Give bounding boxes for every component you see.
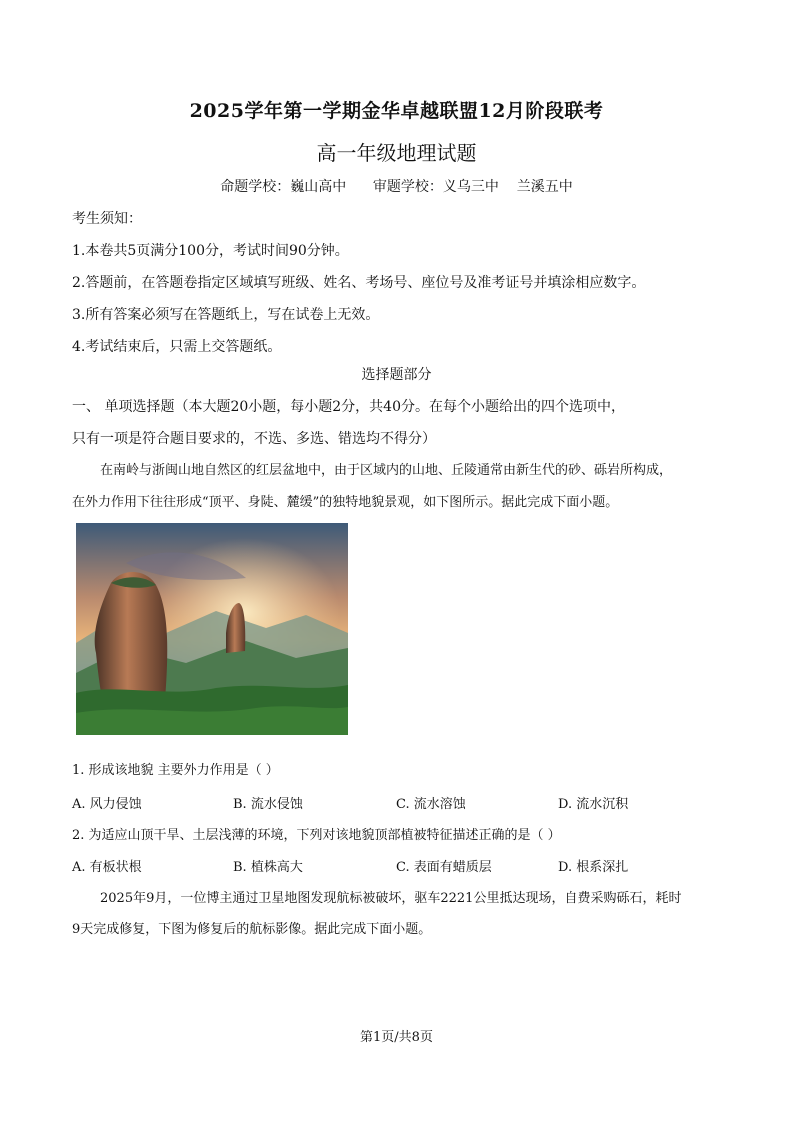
section-heading: 选择题部分 bbox=[361, 367, 432, 383]
school-credits: 命题学校：巍山高中 审题学校：义乌三中 兰溪五中 bbox=[220, 179, 573, 195]
question-1-option-c: C. 流水溶蚀 bbox=[396, 797, 466, 812]
section-instruction-line2: 只有一项是符合题目要求的，不选、多选、错选均不得分） bbox=[72, 431, 436, 447]
question-1-stem: 1. 形成该地貌 主要外力作用是（ ） bbox=[72, 763, 279, 778]
landform-photo bbox=[76, 523, 348, 735]
exam-title: 2025学年第一学期金华卓越联盟12月阶段联考 bbox=[189, 100, 604, 122]
question-1-option-d: D. 流水沉积 bbox=[558, 797, 629, 812]
notice-item-2: 2.答题前，在答题卷指定区域填写班级、姓名、考场号、座位号及准考证号并填涂相应数字。 bbox=[72, 275, 646, 291]
passage2-line2: 9天完成修复，下图为修复后的航标影像。据此完成下面小题。 bbox=[72, 922, 432, 937]
question-2-option-a: A. 有板状根 bbox=[72, 860, 142, 875]
notice-item-3: 3.所有答案必须写在答题纸上，写在试卷上无效。 bbox=[72, 307, 380, 323]
question-2-stem: 2. 为适应山顶干旱、土层浅薄的环境，下列对该地貌顶部植被特征描述正确的是（ ） bbox=[72, 828, 561, 843]
exam-subtitle: 高一年级地理试题 bbox=[316, 141, 477, 165]
page-footer: 第1页/共8页 bbox=[360, 1030, 433, 1045]
passage1-line1: 在南岭与浙闽山地自然区的红层盆地中，由于区域内的山地、丘陵通常由新生代的砂、砾岩所构成， bbox=[100, 463, 673, 478]
notice-heading: 考生须知： bbox=[72, 211, 142, 227]
question-2-option-b: B. 植株高大 bbox=[233, 860, 303, 875]
question-1-option-b: B. 流水侵蚀 bbox=[233, 797, 303, 812]
question-2-option-d: D. 根系深扎 bbox=[558, 860, 629, 875]
section-instruction-line1: 一、 单项选择题（本大题20小题，每小题2分，共40分。在每个小题给出的四个选项中， bbox=[72, 399, 625, 415]
question-1-option-a: A. 风力侵蚀 bbox=[72, 797, 142, 812]
passage2-line1: 2025年9月，一位博主通过卫星地图发现航标被破坏，驱车2221公里抵达现场，自费采购砾石，耗时 bbox=[100, 891, 682, 906]
notice-item-4: 4.考试结束后，只需上交答题纸。 bbox=[72, 339, 282, 355]
notice-item-1: 1.本卷共5页满分100分，考试时间90分钟。 bbox=[72, 243, 349, 259]
question-2-option-c: C. 表面有蜡质层 bbox=[396, 860, 492, 875]
passage1-line2: 在外力作用下往往形成“顶平、身陡、麓缓”的独特地貌景观，如下图所示。据此完成下面小题。 bbox=[72, 495, 619, 510]
